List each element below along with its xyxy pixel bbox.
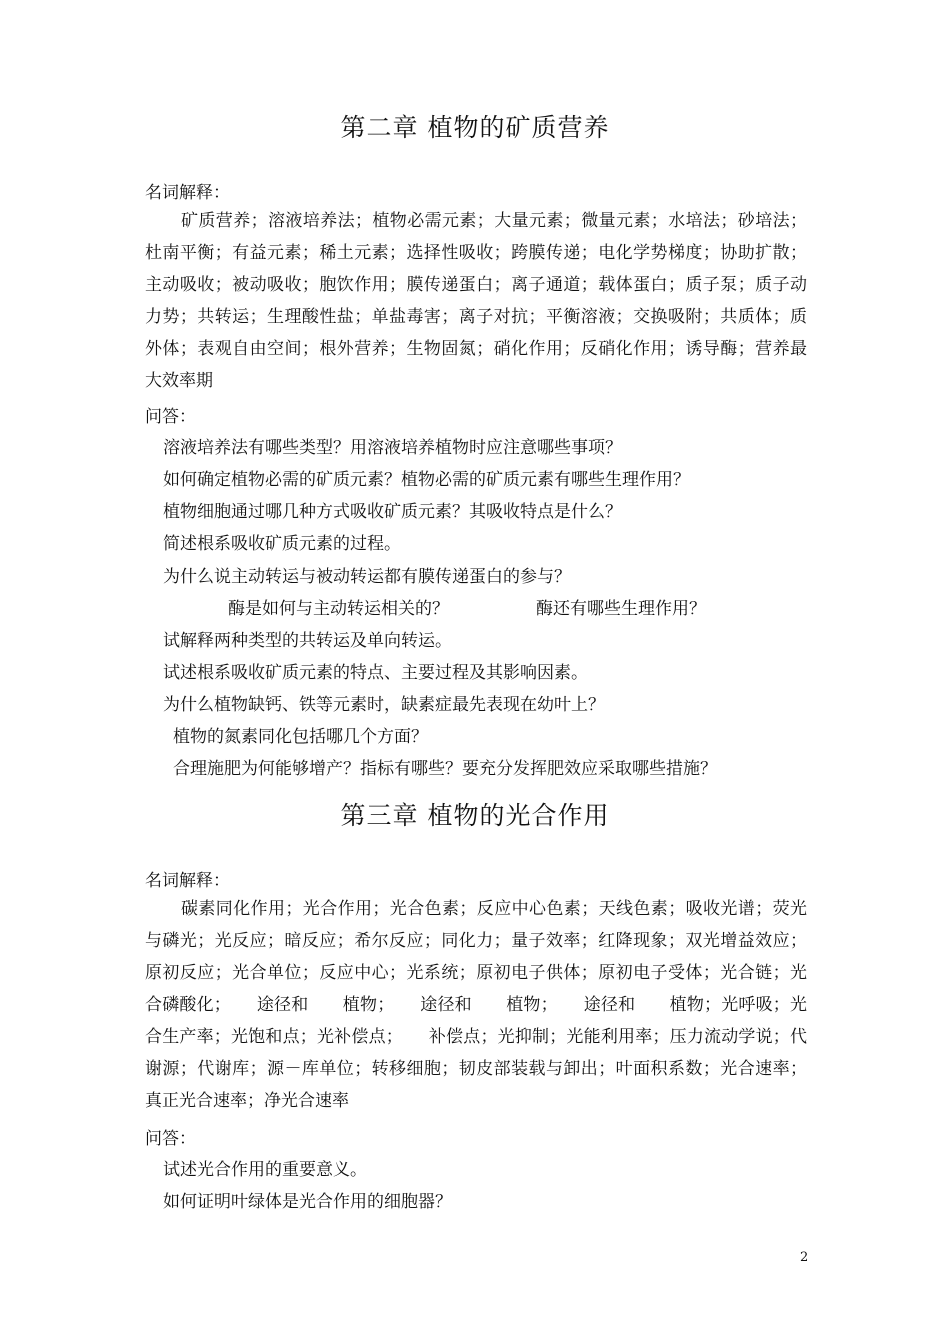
chapter-3-question-2: 如何证明叶绿体是光合作用的细胞器？ [163,1192,452,1212]
chapter-2-question-3: 植物细胞通过哪几种方式吸收矿质元素？其吸收特点是什么？ [163,502,622,522]
chapter-2-question-7: 酶还有哪些生理作用？ [536,599,706,619]
chapter-2-question-4: 简述根系吸收矿质元素的过程。 [163,534,401,554]
chapter-2-question-1: 溶液培养法有哪些类型？用溶液培养植物时应注意哪些事项？ [163,438,622,458]
chapter-2-question-6: 酶是如何与主动转运相关的？ [228,599,449,619]
chapter-3-terms: 碳素同化作用；光合作用；光合色素；反应中心色素；天线色素；吸收光谱；荧光与磷光；光反应；暗反应；希尔反应；同化力；量子效率；红降现象；双光增益效应；原初反应；光合单位；反应中心；光系统；原初电子供体；原初电子受体；光合链；光合磷酸化； 途径和 植物； 途径和 植物； 途径和 植物；光呼吸；光合生产率；光饱和点；光补偿点； 补偿点；光抑制；光能利用率；压力流动学说；代谢源；代谢库；源－库单位；转移细胞；韧皮部装载与卸出；叶面积系数；光合速率；真正光合速率；净光合速率 [145,899,807,1111]
chapter-2-terms-label: 名词解释： [145,183,230,203]
chapter-2-question-10: 为什么植物缺钙、铁等元素时，缺素症最先表现在幼叶上？ [163,695,605,715]
chapter-2-question-5: 为什么说主动转运与被动转运都有膜传递蛋白的参与？ [163,567,571,587]
chapter-3-terms-label: 名词解释： [145,871,230,891]
chapter-2-question-11: 植物的氮素同化包括哪几个方面？ [173,727,428,747]
chapter-3-qa-label: 问答： [145,1129,196,1149]
chapter-2-question-8: 试解释两种类型的共转运及单向转运。 [163,631,452,651]
chapter-2-terms: 矿质营养；溶液培养法；植物必需元素；大量元素；微量元素；水培法；砂培法；杜南平衡；有益元素；稀土元素；选择性吸收；跨膜传递；电化学势梯度；协助扩散；主动吸收；被动吸收；胞饮作用；膜传递蛋白；离子通道；载体蛋白；质子泵；质子动力势；共转运；生理酸性盐；单盐毒害；离子对抗；平衡溶液；交换吸附；共质体；质外体；表观自由空间；根外营养；生物固氮；硝化作用；反硝化作用；诱导酶；营养最大效率期 [145,211,807,391]
chapter-3-title: 第三章 植物的光合作用 [340,801,610,830]
chapter-2-question-2: 如何确定植物必需的矿质元素？植物必需的矿质元素有哪些生理作用？ [163,470,690,490]
chapter-2-qa-label: 问答： [145,407,196,427]
page-number: 2 [800,1250,809,1265]
chapter-2-question-12: 合理施肥为何能够增产？指标有哪些？要充分发挥肥效应采取哪些措施？ [173,759,717,779]
chapter-2-question-9: 试述根系吸收矿质元素的特点、主要过程及其影响因素。 [163,663,588,683]
chapter-3-question-1: 试述光合作用的重要意义。 [163,1160,367,1180]
chapter-2-title: 第二章 植物的矿质营养 [340,113,610,142]
